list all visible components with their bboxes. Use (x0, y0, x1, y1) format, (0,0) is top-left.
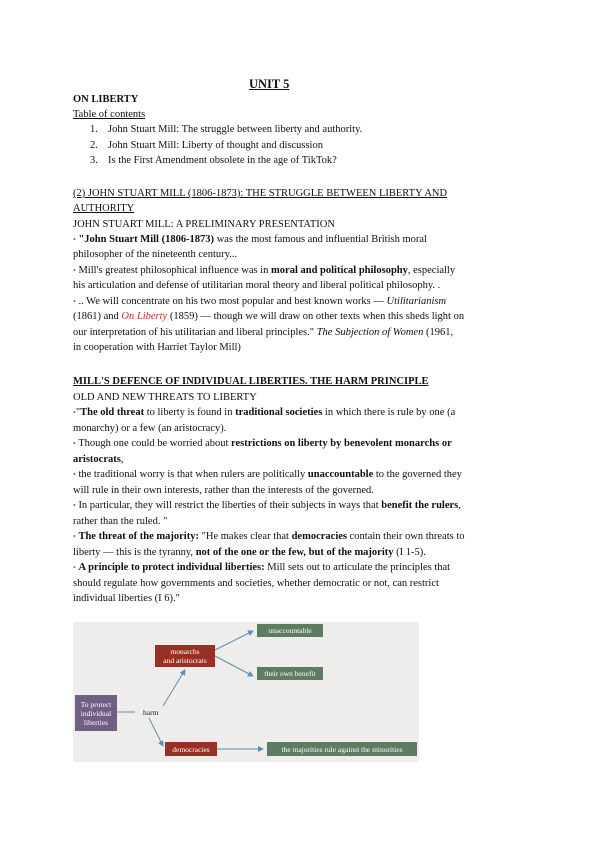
paragraph-majority-threat: • The threat of the majority: "He makes clear that democracies contain their own threats to (73, 531, 465, 542)
paragraph-mill-influence-line2: his articulation and defense of utilitarian moral theory and liberal political philosophy. . (73, 280, 441, 291)
arrow-monarchs-unaccountable (215, 631, 253, 650)
paragraph-benevolent-line2: aristocrats, (73, 454, 124, 465)
democracies-box: democracies (165, 742, 217, 756)
unaccountable-box: unaccountable (257, 624, 323, 637)
paragraph-majority-threat-line2: liberty — this is the tyranny, not of the one or the few, but of the majority (I 1-5). (73, 547, 426, 558)
arrow-monarchs-benefit (215, 656, 253, 676)
toc-item-2-num: 2. (90, 140, 98, 151)
bullet: • (73, 266, 76, 275)
toc-item-3-num: 3. (90, 155, 98, 166)
bullet: • (73, 439, 76, 448)
paragraph-restrict-liberties: • In particular, they will restrict the liberties of their subjects in ways that benefit the rulers, (73, 500, 461, 511)
section1-heading: (2) JOHN STUART MILL (1806-1873): THE STRUGGLE BETWEEN LIBERTY AND (73, 188, 448, 199)
bullet: • (73, 563, 76, 572)
arrow-harm-democracies (149, 718, 163, 746)
paragraph-old-threat: •"The old threat to liberty is found in traditional societies in which there is rule by one (a (73, 407, 456, 418)
paragraph-mill-influence: • Mill's greatest philosophical influence was in moral and political philosophy, especially (73, 265, 456, 276)
bullet: • (73, 408, 76, 417)
paragraph-restrict-liberties-line2: rather than the ruled. " (73, 516, 168, 527)
paragraph-principle-line2: should regulate how governments and societies, whether democratic or not, can restrict (73, 578, 439, 589)
toc-item-1: John Stuart Mill: The struggle between liberty and authority. (108, 124, 363, 135)
bullet: • (73, 297, 76, 306)
bullet: • (73, 235, 76, 244)
bullet: • (73, 532, 76, 541)
own-benefit-box: their own benefit (257, 667, 323, 680)
paragraph-works-line3: our interpretation of his utilitarian and liberal principles." The Subjection of Women (1961, (73, 327, 454, 338)
harm-principle-diagram (73, 622, 419, 762)
protect-liberties-box: To protect individual liberties (75, 695, 117, 731)
section2-heading: MILL'S DEFENCE OF INDIVIDUAL LIBERTIES. THE HARM PRINCIPLE (73, 376, 429, 387)
unit-title: UNIT 5 (249, 77, 290, 91)
arrow-harm-monarchs (163, 670, 185, 706)
bullet: • (73, 470, 76, 479)
majorities-rule-box: the majorities rule against the minorities (267, 742, 417, 756)
section1-subheading: JOHN STUART MILL: A PRELIMINARY PRESENTATION (73, 219, 335, 230)
paragraph-principle-line3: individual liberties (I 6)." (73, 593, 180, 604)
paragraph-traditional-worry-line2: will rule in their own interests, rather than the interests of the governed. (73, 485, 374, 496)
bullet: • (73, 501, 76, 510)
section2-subheading: OLD AND NEW THREATS TO LIBERTY (73, 392, 257, 403)
paragraph-works-line2: (1861) and On Liberty (1859) — though we will draw on other texts when this sheds light on (73, 311, 465, 322)
toc-label: Table of contents (73, 109, 146, 120)
paragraph-traditional-worry: • the traditional worry is that when rulers are politically unaccountable to the governed they (73, 469, 462, 480)
paragraph-old-threat-line2: monarchy) or a few (an aristocracy). (73, 423, 227, 434)
paragraph-works-line4: in cooperation with Harriet Taylor Mill) (73, 342, 241, 353)
toc-item-3: Is the First Amendment obsolete in the age of TikTok? (108, 155, 337, 166)
paragraph-mill-intro-line2: philosopher of the nineteenth century... (73, 249, 238, 260)
paragraph-principle: • A principle to protect individual liberties: Mill sets out to articulate the principles that (73, 562, 451, 573)
diagram-arrows (73, 622, 419, 762)
monarchs-aristocrats-box: monarchs and aristocrats (155, 645, 215, 667)
toc-item-2: John Stuart Mill: Liberty of thought and discussion (108, 140, 323, 151)
paragraph-works: • .. We will concentrate on his two most popular and best known works — Utilitarianism (73, 296, 447, 307)
paragraph-mill-intro: • "John Stuart Mill (1806-1873) was the most famous and influential British moral (73, 234, 427, 245)
harm-label: harm (143, 708, 159, 717)
page-heading: ON LIBERTY (73, 94, 139, 105)
toc-item-1-num: 1. (90, 124, 98, 135)
paragraph-benevolent: • Though one could be worried about restrictions on liberty by benevolent monarchs or (73, 438, 452, 449)
section1-heading-cont: AUTHORITY (73, 203, 135, 214)
